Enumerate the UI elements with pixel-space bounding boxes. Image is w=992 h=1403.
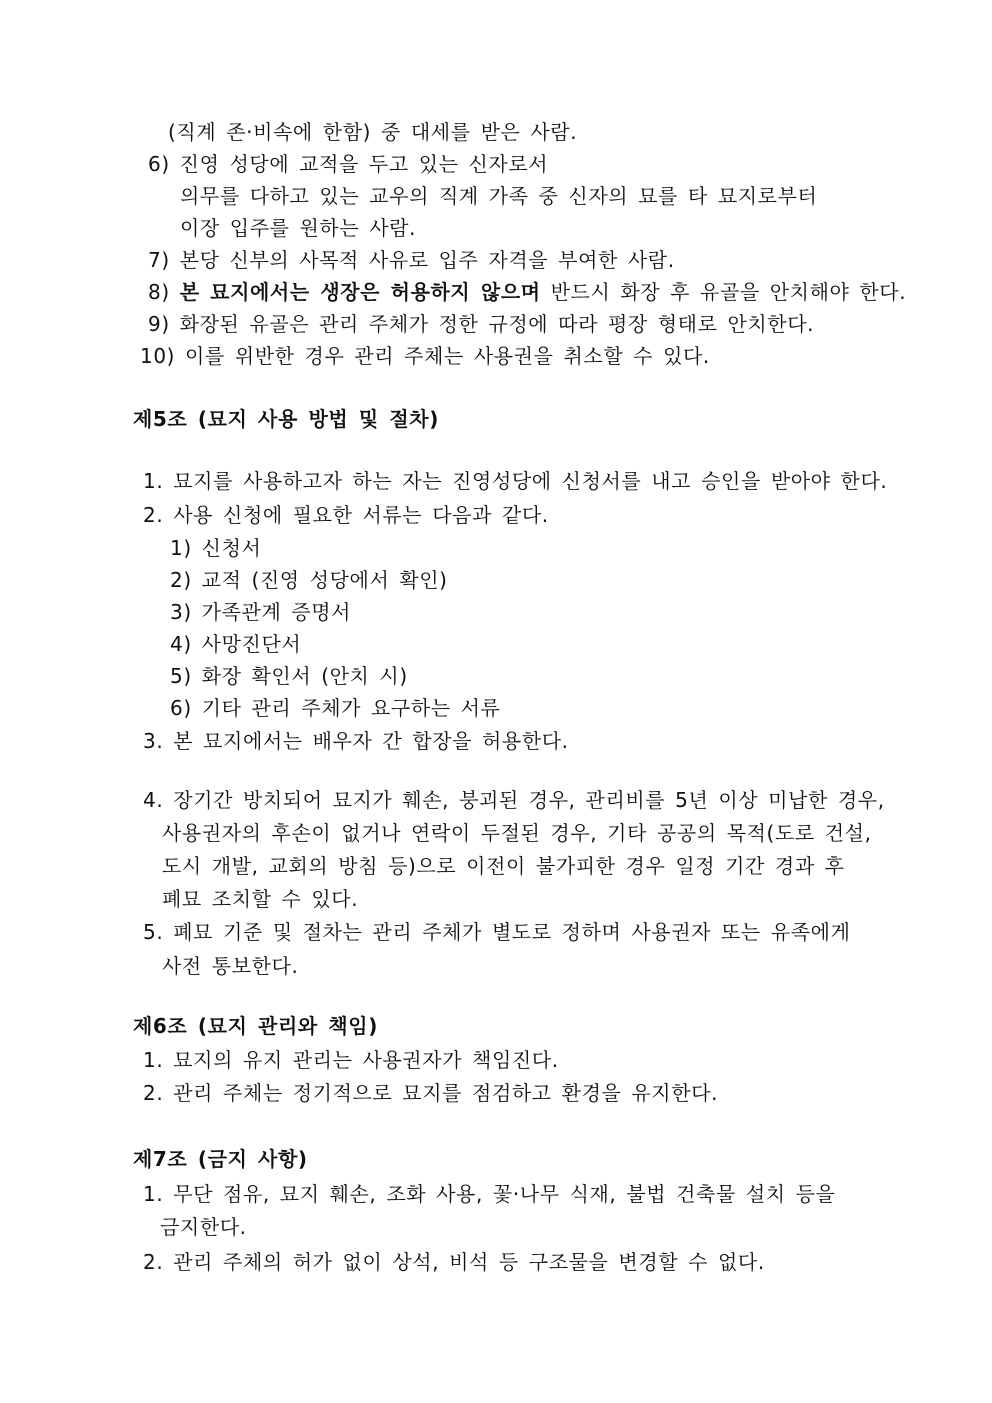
art4-cont-item-9: 9) 화장된 유골은 관리 주체가 정한 규정에 따라 평장 형태로 안치한다. xyxy=(148,312,815,336)
art4-cont-item-6: 6) 진영 성당에 교적을 두고 있는 신자로서 xyxy=(148,152,549,176)
art4-item-8-rest: 반드시 화장 후 유골을 안치해야 한다. xyxy=(540,280,907,304)
art6-item-1: 1. 묘지의 유지 관리는 사용권자가 책임진다. xyxy=(143,1048,559,1072)
art7-item-1-line-2: 금지한다. xyxy=(160,1215,247,1239)
art4-item-8-bold: 본 묘지에서는 생장은 허용하지 않으며 xyxy=(179,280,541,304)
art5-sub-1: 1) 신청서 xyxy=(170,536,262,560)
art5-sub-4: 4) 사망진단서 xyxy=(170,632,302,656)
art7-item-2: 2. 관리 주체의 허가 없이 상석, 비석 등 구조물을 변경할 수 없다. xyxy=(143,1250,765,1274)
art7-heading: 제7조 (금지 사항) xyxy=(133,1147,308,1171)
art7-item-1-line-1: 1. 무단 점유, 묘지 훼손, 조화 사용, 꽃·나무 식재, 불법 건축물 설치 등을 xyxy=(143,1182,836,1206)
art5-item-3: 3. 본 묘지에서는 배우자 간 합장을 허용한다. xyxy=(143,729,569,753)
art5-item-4-line-3: 도시 개발, 교회의 방침 등)으로 이전이 불가피한 경우 일정 기간 경과 후 xyxy=(162,854,845,878)
art4-item-8-prefix: 8) xyxy=(148,280,180,304)
art6-heading: 제6조 (묘지 관리와 책임) xyxy=(133,1014,378,1038)
art5-item-5-line-2: 사전 통보한다. xyxy=(162,954,299,978)
art5-item-1: 1. 묘지를 사용하고자 하는 자는 진영성당에 신청서를 내고 승인을 받아야 한다. xyxy=(143,469,888,493)
art4-cont-item-8 xyxy=(148,278,906,306)
art4-cont-item-6-line-3: 이장 입주를 원하는 사람. xyxy=(180,216,417,240)
art5-sub-2: 2) 교적 (진영 성당에서 확인) xyxy=(170,568,448,592)
art5-item-2: 2. 사용 신청에 필요한 서류는 다음과 같다. xyxy=(143,503,549,527)
art4-cont-item-10: 10) 이를 위반한 경우 관리 주체는 사용권을 취소할 수 있다. xyxy=(140,344,710,368)
art5-sub-5: 5) 화장 확인서 (안치 시) xyxy=(170,664,408,688)
art4-cont-item-6-line-2: 의무를 다하고 있는 교우의 직계 가족 중 신자의 묘를 타 묘지로부터 xyxy=(180,184,818,208)
art5-sub-6: 6) 기타 관리 주체가 요구하는 서류 xyxy=(170,696,501,720)
art5-item-5-line-1: 5. 폐묘 기준 및 절차는 관리 주체가 별도로 정하며 사용권자 또는 유족에게 xyxy=(143,920,851,944)
art5-item-4-line-2: 사용권자의 후손이 없거나 연락이 두절된 경우, 기타 공공의 목적(도로 건설, xyxy=(162,821,872,845)
art4-cont-line-1: (직계 존·비속에 한함) 중 대세를 받은 사람. xyxy=(168,120,578,144)
art5-heading: 제5조 (묘지 사용 방법 및 절차) xyxy=(133,407,439,431)
art6-item-2: 2. 관리 주체는 정기적으로 묘지를 점검하고 환경을 유지한다. xyxy=(143,1081,719,1105)
art4-cont-item-7: 7) 본당 신부의 사목적 사유로 입주 자격을 부여한 사람. xyxy=(148,248,675,272)
art5-item-4-line-1: 4. 장기간 방치되어 묘지가 훼손, 붕괴된 경우, 관리비를 5년 이상 미납한 경우, xyxy=(143,788,885,812)
art5-sub-3: 3) 가족관계 증명서 xyxy=(170,600,352,624)
art5-item-4-line-4: 폐묘 조치할 수 있다. xyxy=(162,887,359,911)
